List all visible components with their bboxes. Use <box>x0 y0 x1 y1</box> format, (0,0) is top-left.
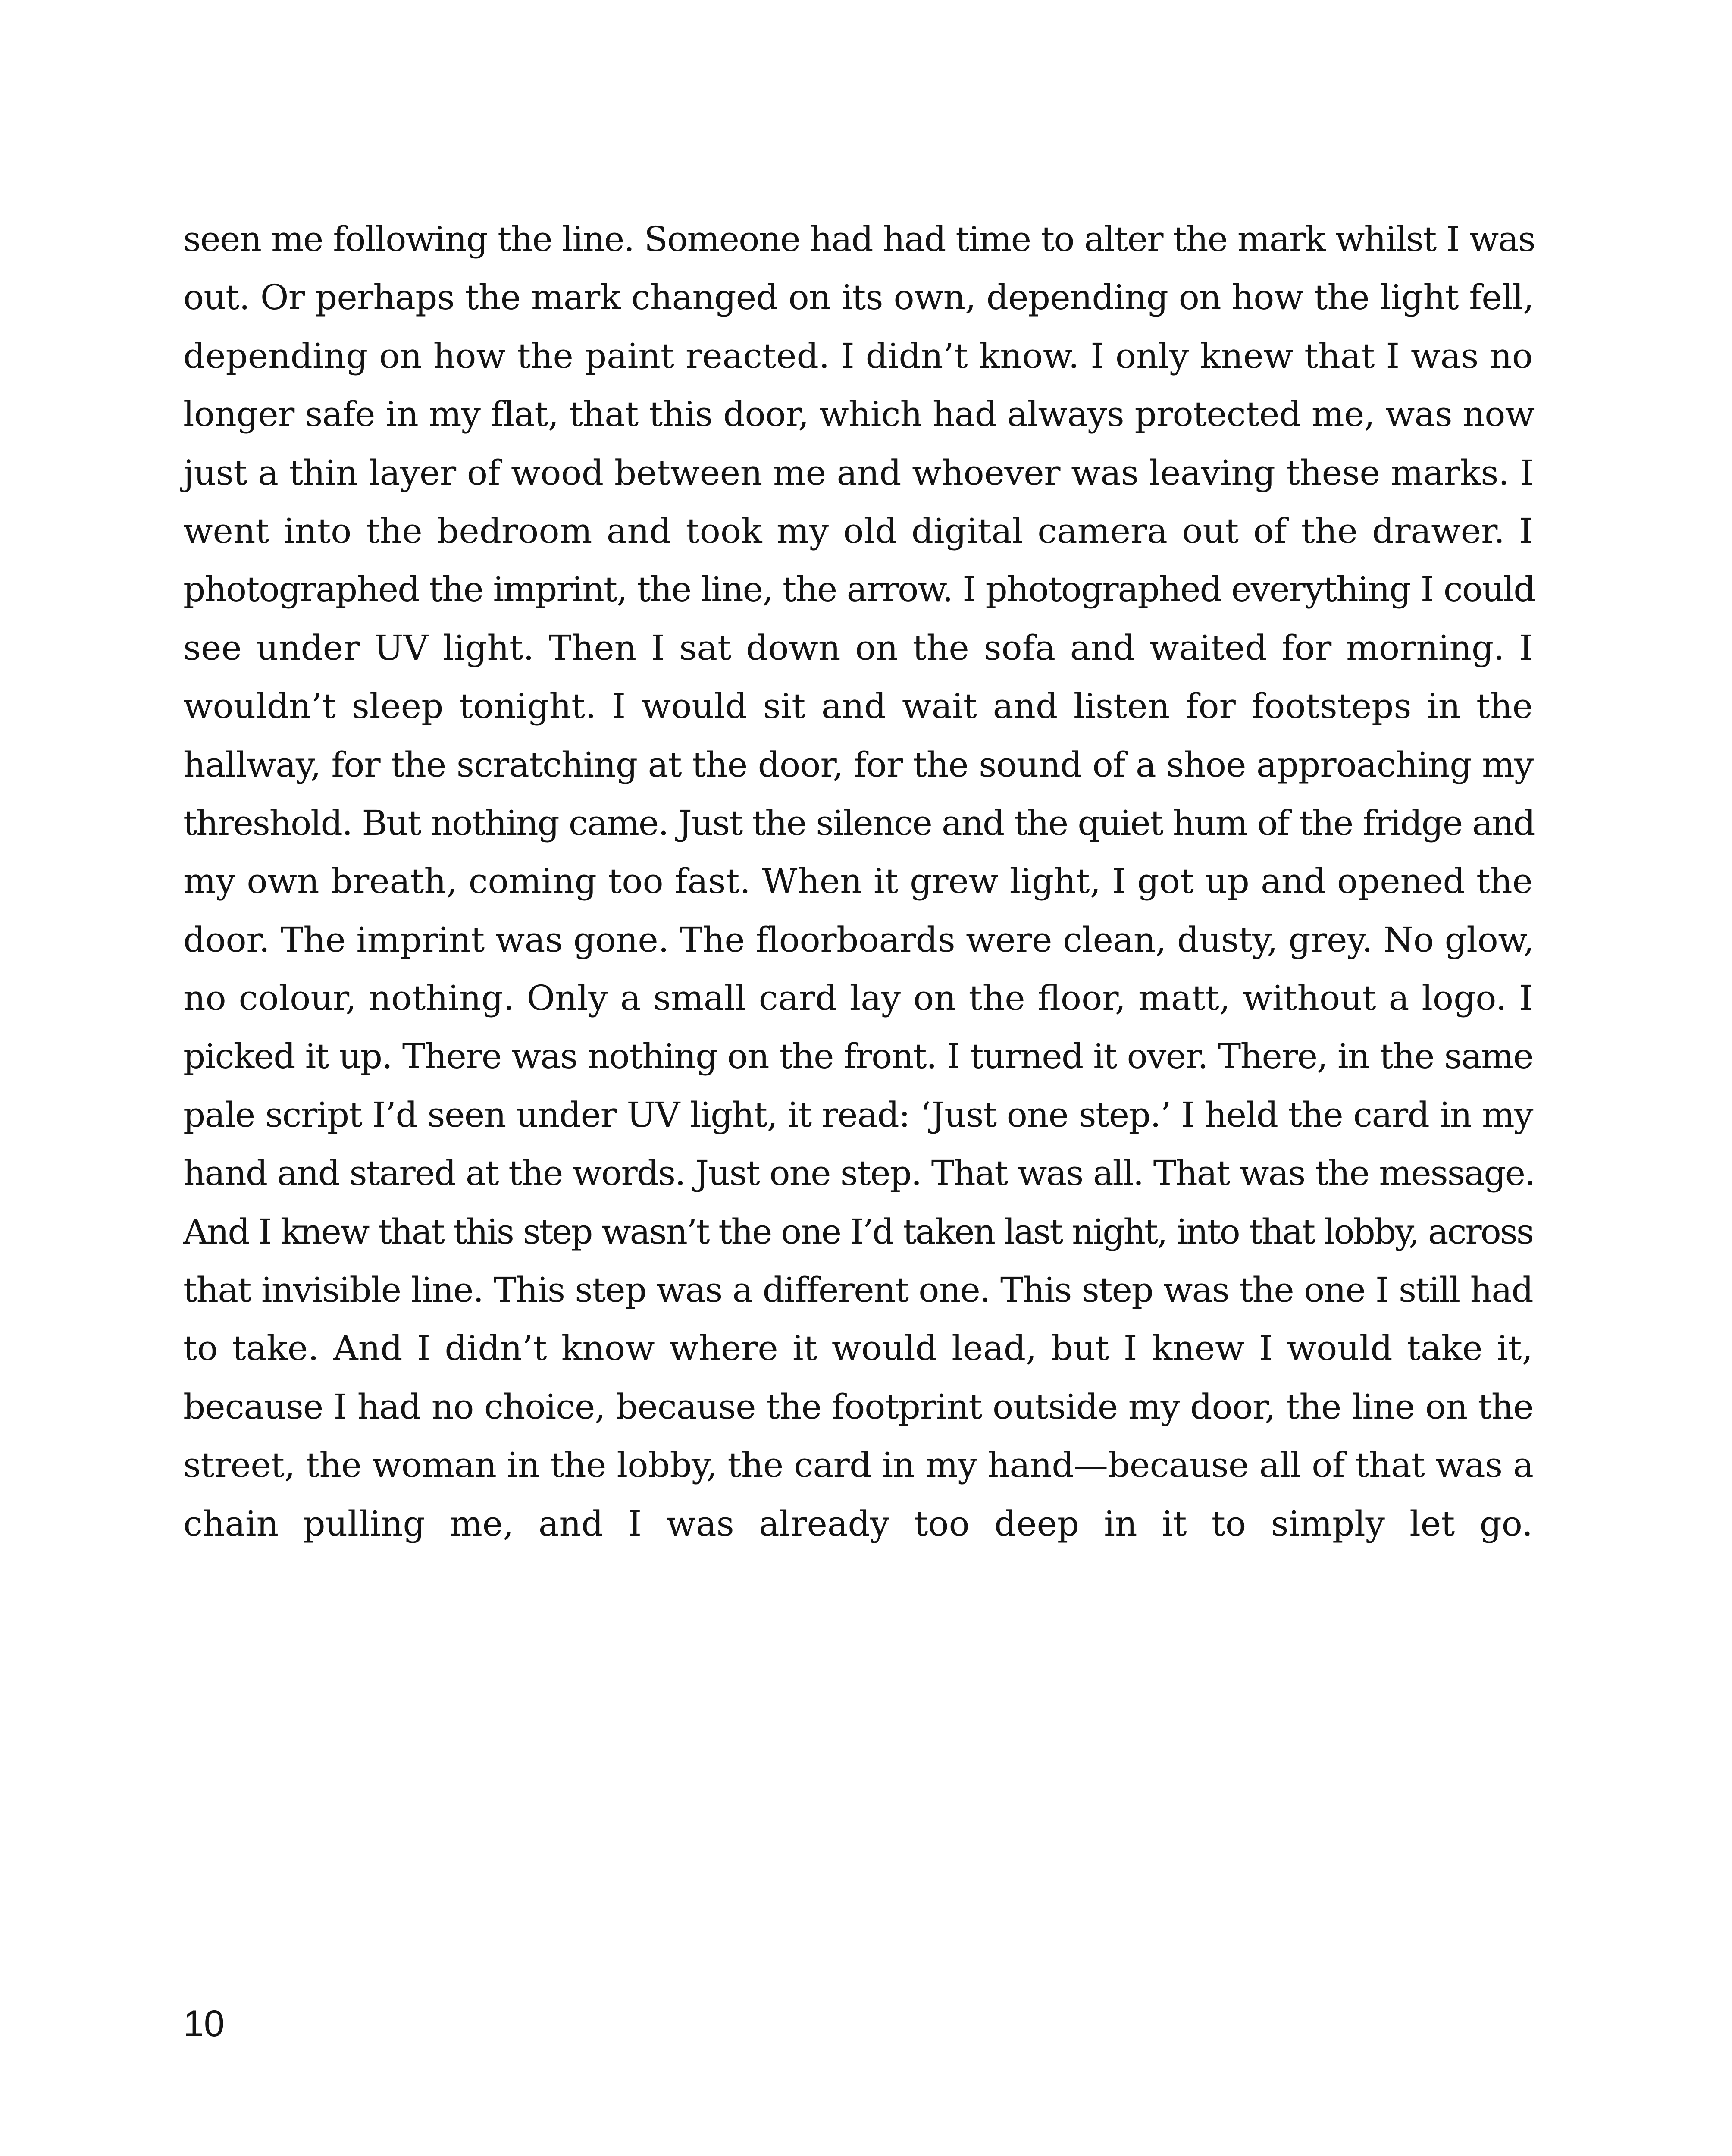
body-paragraph <box>183 210 1533 1553</box>
text-line: street, the woman in the lobby, the card in my hand—because all of that was a <box>183 1445 1534 1485</box>
text-line: hallway, for the scratching at the door, for the sound of a shoe approaching my <box>183 744 1534 785</box>
text-line: pale script I’d seen under UV light, it read: ‘Just one step.’ I held the card in my <box>183 1094 1533 1135</box>
text-line: longer safe in my flat, that this door, which had always protected me, was now <box>183 394 1535 435</box>
text-line: see under UV light. Then I sat down on the sofa and waited for morning. I <box>183 627 1533 668</box>
text-line: because I had no choice, because the footprint outside my door, the line on the <box>183 1386 1533 1427</box>
text-line: no colour, nothing. Only a small card lay on the floor, matt, without a logo. I <box>183 978 1533 1018</box>
text-line: photographed the imprint, the line, the arrow. I photographed everything I could <box>183 569 1535 610</box>
text-line: to take. And I didn’t know where it would lead, but I knew I would take it, <box>183 1328 1533 1369</box>
text-line: depending on how the paint reacted. I didn’t know. I only knew that I was no <box>183 335 1533 376</box>
text-line: hand and stared at the words. Just one step. That was all. That was the message. <box>183 1153 1535 1194</box>
text-line: just a thin layer of wood between me and whoever was leaving these marks. I <box>183 452 1534 493</box>
text-line: out. Or perhaps the mark changed on its own, depending on how the light fell, <box>183 277 1534 318</box>
text-line: door. The imprint was gone. The floorboards were clean, dusty, grey. No glow, <box>183 919 1534 960</box>
text-line: my own breath, coming too fast. When it grew light, I got up and opened the <box>183 861 1533 902</box>
text-line: threshold. But nothing came. Just the silence and the quiet hum of the fridge and <box>183 802 1535 843</box>
text-line: wouldn’t sleep tonight. I would sit and wait and listen for footsteps in the <box>183 686 1533 727</box>
text-line: that invisible line. This step was a different one. This step was the one I still had <box>183 1270 1533 1310</box>
page-number: 10 <box>183 2003 225 2044</box>
text-line: seen me following the line. Someone had had time to alter the mark whilst I was <box>183 219 1535 259</box>
text-line: And I knew that this step wasn’t the one I’d taken last night, into that lobby, across <box>183 1211 1533 1252</box>
text-line: went into the bedroom and took my old digital camera out of the drawer. I <box>183 511 1533 551</box>
text-line: picked it up. There was nothing on the front. I turned it over. There, in the same <box>183 1036 1533 1077</box>
text-line: chain pulling me, and I was already too deep in it to simply let go. <box>183 1503 1533 1544</box>
